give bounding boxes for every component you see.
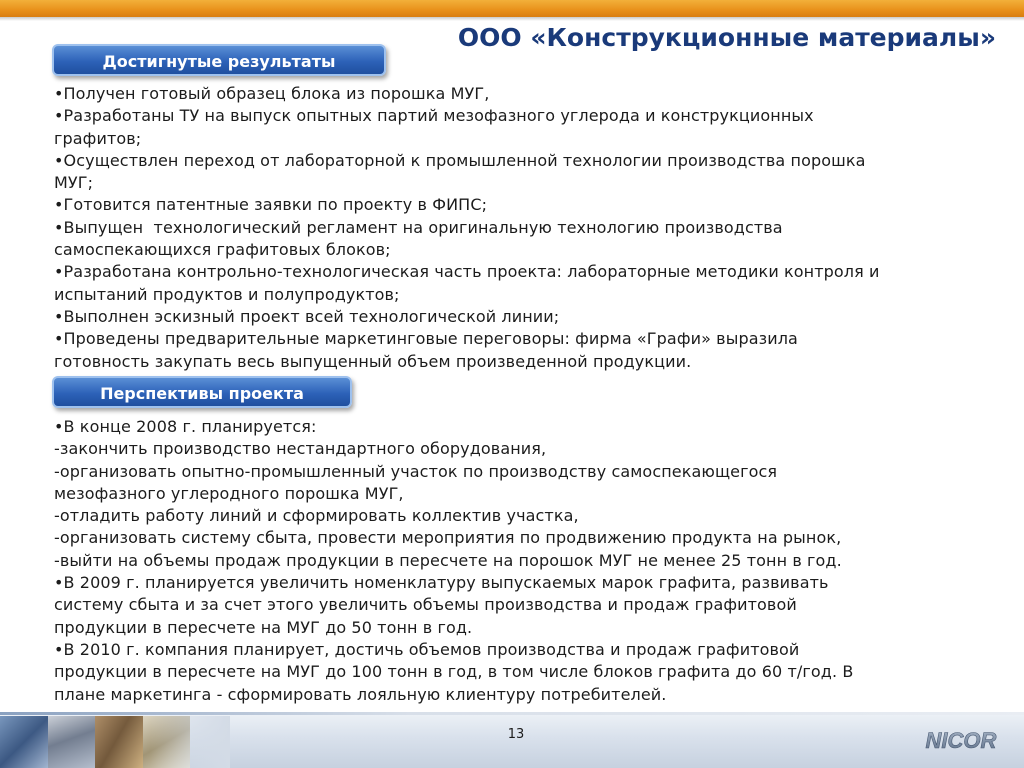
outlook-line: •В конце 2008 г. планируется: — [54, 417, 317, 436]
nicor-logo-text: NICOR — [925, 728, 997, 752]
outlook-list — [54, 416, 994, 706]
results-line: испытаний продуктов и полупродуктов; — [54, 284, 400, 304]
top-band-shadow — [0, 17, 1024, 21]
footer-photo — [48, 716, 96, 768]
outlook-line: •В 2010 г. компания планирует, достичь объемов производства и продаж графитовой — [54, 639, 800, 659]
results-heading-badge: Достигнутые результаты — [52, 44, 386, 76]
results-line: •Получен готовый образец блока из порошка МУГ, — [54, 84, 490, 103]
results-line: •Разработаны ТУ на выпуск опытных партий мезофазного углерода и конструкционных — [54, 106, 814, 126]
footer-photo — [0, 716, 48, 768]
outlook-line: •В 2009 г. планируется увеличить номенклатуру выпускаемых марок графита, развивать — [54, 573, 829, 593]
outlook-line: -организовать систему сбыта, провести мероприятия по продвижению продукта на рынок, — [54, 528, 842, 548]
outlook-line: -закончить производство нестандартного оборудования, — [54, 439, 547, 459]
outlook-heading-badge: Перспективы проекта — [52, 376, 352, 408]
results-line: •Выпущен технологический регламент на оригинальную технологию производства — [54, 217, 783, 237]
outlook-line: продукции в пересчете на МУГ до 100 тонн в год, в том числе блоков графита до 60 т/год. В — [54, 662, 854, 682]
results-line: МУГ; — [54, 173, 94, 193]
results-line: •Готовится патентные заявки по проекту в ФИПС; — [54, 195, 488, 215]
results-list — [54, 83, 994, 373]
company-title: ООО «Конструкционные материалы» — [457, 23, 996, 52]
results-line: •Проведены предварительные маркетинговые переговоры: фирма «Графи» выразила — [54, 329, 798, 349]
outlook-line: систему сбыта и за счет этого увеличить объемы производства и продаж графитовой — [54, 595, 797, 615]
outlook-line: -организовать опытно-промышленный участок по производству самоспекающегося — [54, 461, 778, 481]
results-line: самоспекающихся графитовых блоков; — [54, 240, 391, 260]
page-number: 13 — [507, 727, 525, 742]
outlook-line: -отладить работу линий и сформировать коллектив участка, — [54, 506, 579, 526]
nicor-logo — [920, 728, 1002, 752]
outlook-line: -выйти на объемы продаж продукции в пересчете на порошок МУГ не менее 25 тонн в год. — [54, 550, 842, 570]
outlook-line: мезофазного углеродного порошка МУГ, — [54, 483, 404, 503]
footer-divider — [0, 712, 1024, 715]
outlook-line: плане маркетинга - сформировать лояльную клиентуру потребителей. — [54, 684, 667, 704]
results-line: готовность закупать весь выпущенный объем произведенной продукции. — [54, 351, 692, 371]
footer-photo-fade — [150, 716, 230, 768]
results-line: •Разработана контрольно-технологическая часть проекта: лабораторные методики контроля и — [54, 262, 880, 282]
outlook-line: продукции в пересчете на МУГ до 50 тонн в год. — [54, 617, 473, 637]
results-line: графитов; — [54, 128, 142, 148]
results-line: •Выполнен эскизный проект всей технологической линии; — [54, 306, 560, 326]
footer-photo — [95, 716, 143, 768]
results-line: •Осуществлен переход от лабораторной к промышленной технологии производства порошка — [54, 150, 866, 170]
top-orange-band — [0, 0, 1024, 17]
